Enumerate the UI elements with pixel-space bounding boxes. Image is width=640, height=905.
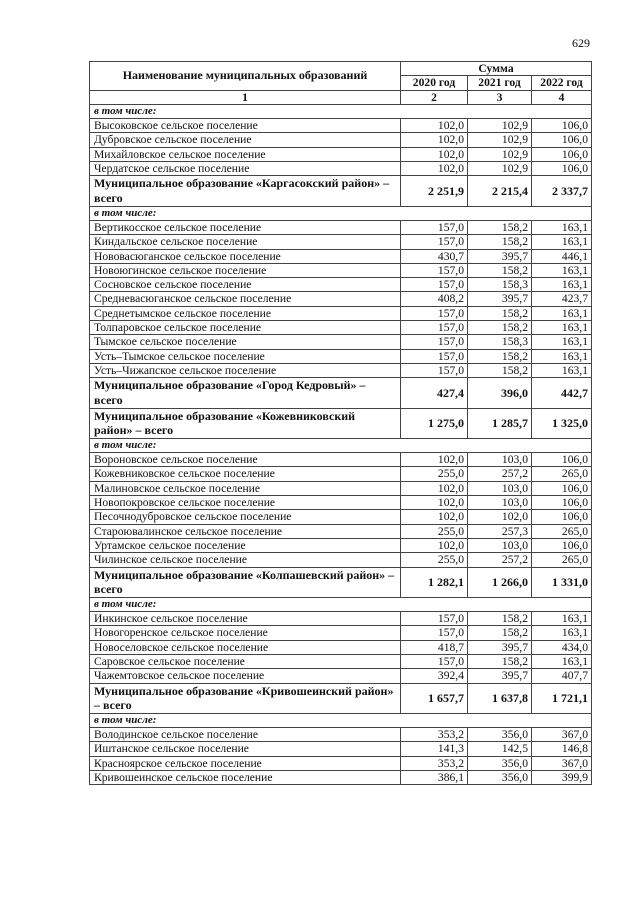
subheading-row xyxy=(90,713,592,727)
table-row xyxy=(90,363,592,377)
municipality-name: Чердатское сельское поселение xyxy=(90,162,401,176)
column-header-name: Наименование муниципальных образований xyxy=(90,62,401,91)
value-2021: 102,9 xyxy=(468,162,532,176)
value-2021: 158,2 xyxy=(468,612,532,626)
value-2020: 408,2 xyxy=(401,292,468,306)
value-2022: 265,0 xyxy=(532,553,592,567)
table-row xyxy=(90,119,592,133)
value-2020: 157,0 xyxy=(401,626,468,640)
table-row xyxy=(90,728,592,742)
value-2020: 427,4 xyxy=(401,378,468,408)
value-2021: 356,0 xyxy=(468,728,532,742)
value-2022: 446,1 xyxy=(532,249,592,263)
municipality-name: Тымское сельское поселение xyxy=(90,335,401,349)
value-2021: 158,3 xyxy=(468,335,532,349)
value-2021: 158,2 xyxy=(468,626,532,640)
table-row xyxy=(90,654,592,668)
value-2022: 442,7 xyxy=(532,378,592,408)
municipality-name: Михайловское сельское поселение xyxy=(90,147,401,161)
value-2020: 157,0 xyxy=(401,220,468,234)
page-number: 629 xyxy=(572,36,590,50)
value-2022: 265,0 xyxy=(532,467,592,481)
value-2021: 103,0 xyxy=(468,481,532,495)
value-2022: 163,1 xyxy=(532,654,592,668)
value-2022: 163,1 xyxy=(532,612,592,626)
value-2020: 102,0 xyxy=(401,510,468,524)
value-2021: 395,7 xyxy=(468,669,532,683)
municipality-name: Киндальское сельское поселение xyxy=(90,235,401,249)
value-2022: 367,0 xyxy=(532,728,592,742)
table-row xyxy=(90,292,592,306)
value-2021: 356,0 xyxy=(468,771,532,785)
municipality-name: Усть–Чижапское сельское поселение xyxy=(90,363,401,377)
value-2020: 157,0 xyxy=(401,321,468,335)
value-2020: 1 275,0 xyxy=(401,408,468,438)
value-2021: 102,0 xyxy=(468,510,532,524)
value-2022: 106,0 xyxy=(532,133,592,147)
table-row xyxy=(90,481,592,495)
value-2020: 102,0 xyxy=(401,481,468,495)
table-row xyxy=(90,524,592,538)
table-row xyxy=(90,669,592,683)
value-2022: 163,1 xyxy=(532,321,592,335)
value-2022: 423,7 xyxy=(532,292,592,306)
municipality-name: Новоселовское сельское поселение xyxy=(90,640,401,654)
table-row xyxy=(90,133,592,147)
municipality-name: Муниципальное образование «Кожевниковский район» – всего xyxy=(90,408,401,438)
municipality-name: Средневасюганское сельское поселение xyxy=(90,292,401,306)
value-2020: 392,4 xyxy=(401,669,468,683)
value-2022: 434,0 xyxy=(532,640,592,654)
value-2020: 157,0 xyxy=(401,654,468,668)
subheading-label: в том числе: xyxy=(90,104,592,118)
municipality-name: Муниципальное образование «Колпашевский район» – всего xyxy=(90,567,401,597)
value-2021: 103,0 xyxy=(468,538,532,552)
value-2022: 106,0 xyxy=(532,453,592,467)
table-row xyxy=(90,612,592,626)
value-2022: 367,0 xyxy=(532,756,592,770)
value-2020: 157,0 xyxy=(401,335,468,349)
municipality-name: Кожевниковское сельское поселение xyxy=(90,467,401,481)
subheading-label: в том числе: xyxy=(90,713,592,727)
total-row xyxy=(90,408,592,438)
municipality-name: Инкинское сельское поселение xyxy=(90,612,401,626)
value-2021: 396,0 xyxy=(468,378,532,408)
value-2022: 106,0 xyxy=(532,162,592,176)
value-2022: 163,1 xyxy=(532,626,592,640)
value-2020: 353,2 xyxy=(401,728,468,742)
value-2021: 1 266,0 xyxy=(468,567,532,597)
value-2022: 146,8 xyxy=(532,742,592,756)
subheading-label: в том числе: xyxy=(90,206,592,220)
value-2020: 157,0 xyxy=(401,278,468,292)
table-body xyxy=(90,104,592,784)
municipality-name: Чажемтовское сельское поселение xyxy=(90,669,401,683)
value-2022: 106,0 xyxy=(532,481,592,495)
value-2020: 102,0 xyxy=(401,453,468,467)
value-2022: 106,0 xyxy=(532,496,592,510)
value-2021: 2 215,4 xyxy=(468,176,532,206)
value-2021: 257,2 xyxy=(468,553,532,567)
total-row xyxy=(90,176,592,206)
value-2022: 163,1 xyxy=(532,306,592,320)
value-2022: 106,0 xyxy=(532,119,592,133)
municipality-name: Староювалинское сельское поселение xyxy=(90,524,401,538)
municipality-name: Уртамское сельское поселение xyxy=(90,538,401,552)
table-row xyxy=(90,321,592,335)
municipality-name: Усть–Тымское сельское поселение xyxy=(90,349,401,363)
value-2021: 102,9 xyxy=(468,119,532,133)
value-2022: 265,0 xyxy=(532,524,592,538)
value-2022: 163,1 xyxy=(532,235,592,249)
table-row xyxy=(90,640,592,654)
total-row xyxy=(90,567,592,597)
value-2022: 399,9 xyxy=(532,771,592,785)
table-row xyxy=(90,626,592,640)
value-2020: 102,0 xyxy=(401,133,468,147)
value-2020: 255,0 xyxy=(401,467,468,481)
municipality-name: Нововасюганское сельское поселение xyxy=(90,249,401,263)
municipality-name: Среднетымское сельское поселение xyxy=(90,306,401,320)
value-2021: 158,3 xyxy=(468,278,532,292)
table-row xyxy=(90,510,592,524)
column-header-sum: Сумма xyxy=(401,62,592,76)
table-row xyxy=(90,349,592,363)
table-row xyxy=(90,147,592,161)
value-2020: 141,3 xyxy=(401,742,468,756)
value-2022: 163,1 xyxy=(532,220,592,234)
value-2021: 257,2 xyxy=(468,467,532,481)
value-2020: 386,1 xyxy=(401,771,468,785)
municipality-name: Высоковское сельское поселение xyxy=(90,119,401,133)
subheading-row xyxy=(90,206,592,220)
value-2021: 1 285,7 xyxy=(468,408,532,438)
value-2020: 157,0 xyxy=(401,306,468,320)
value-2022: 1 331,0 xyxy=(532,567,592,597)
value-2021: 395,7 xyxy=(468,292,532,306)
table-row xyxy=(90,249,592,263)
total-row xyxy=(90,683,592,713)
value-2020: 430,7 xyxy=(401,249,468,263)
value-2022: 407,7 xyxy=(532,669,592,683)
value-2020: 157,0 xyxy=(401,349,468,363)
value-2021: 1 637,8 xyxy=(468,683,532,713)
table-row xyxy=(90,756,592,770)
municipality-name: Вороновское сельское поселение xyxy=(90,453,401,467)
value-2020: 418,7 xyxy=(401,640,468,654)
value-2022: 106,0 xyxy=(532,510,592,524)
column-number: 1 xyxy=(90,90,401,104)
value-2021: 257,3 xyxy=(468,524,532,538)
municipality-name: Саровское сельское поселение xyxy=(90,654,401,668)
municipality-name: Красноярское сельское поселение xyxy=(90,756,401,770)
value-2021: 102,9 xyxy=(468,147,532,161)
value-2020: 157,0 xyxy=(401,263,468,277)
column-header-2021: 2021 год xyxy=(468,76,532,90)
table-row xyxy=(90,538,592,552)
value-2022: 106,0 xyxy=(532,538,592,552)
value-2020: 255,0 xyxy=(401,553,468,567)
value-2021: 142,5 xyxy=(468,742,532,756)
table-row xyxy=(90,220,592,234)
municipality-name: Муниципальное образование «Каргасокский район» – всего xyxy=(90,176,401,206)
column-number: 4 xyxy=(532,90,592,104)
table-row xyxy=(90,553,592,567)
value-2020: 102,0 xyxy=(401,147,468,161)
value-2022: 163,1 xyxy=(532,263,592,277)
value-2020: 102,0 xyxy=(401,496,468,510)
table-row xyxy=(90,453,592,467)
value-2021: 158,2 xyxy=(468,654,532,668)
municipality-name: Дубровское сельское поселение xyxy=(90,133,401,147)
municipality-name: Толпаровское сельское поселение xyxy=(90,321,401,335)
column-number: 3 xyxy=(468,90,532,104)
municipality-name: Сосновское сельское поселение xyxy=(90,278,401,292)
municipality-name: Песочнодубровское сельское поселение xyxy=(90,510,401,524)
value-2021: 158,2 xyxy=(468,349,532,363)
table-row xyxy=(90,335,592,349)
subheading-row xyxy=(90,104,592,118)
value-2022: 163,1 xyxy=(532,335,592,349)
value-2021: 103,0 xyxy=(468,453,532,467)
value-2022: 163,1 xyxy=(532,349,592,363)
municipality-name: Муниципальное образование «Кривошеинский район» – всего xyxy=(90,683,401,713)
subheading-row xyxy=(90,438,592,452)
value-2020: 2 251,9 xyxy=(401,176,468,206)
table-row xyxy=(90,162,592,176)
table-row xyxy=(90,467,592,481)
value-2020: 1 282,1 xyxy=(401,567,468,597)
value-2020: 102,0 xyxy=(401,162,468,176)
table-row xyxy=(90,235,592,249)
value-2021: 395,7 xyxy=(468,249,532,263)
value-2020: 353,2 xyxy=(401,756,468,770)
value-2020: 255,0 xyxy=(401,524,468,538)
table-row xyxy=(90,771,592,785)
municipality-name: Муниципальное образование «Город Кедровый» – всего xyxy=(90,378,401,408)
municipality-name: Иштанское сельское поселение xyxy=(90,742,401,756)
value-2020: 102,0 xyxy=(401,538,468,552)
column-header-2020: 2020 год xyxy=(401,76,468,90)
value-2020: 157,0 xyxy=(401,612,468,626)
subheading-label: в том числе: xyxy=(90,438,592,452)
table-row xyxy=(90,278,592,292)
value-2021: 158,2 xyxy=(468,235,532,249)
municipality-name: Новопокровское сельское поселение xyxy=(90,496,401,510)
value-2022: 1 721,1 xyxy=(532,683,592,713)
table-row xyxy=(90,496,592,510)
value-2021: 158,2 xyxy=(468,321,532,335)
value-2021: 103,0 xyxy=(468,496,532,510)
value-2020: 157,0 xyxy=(401,235,468,249)
value-2020: 102,0 xyxy=(401,119,468,133)
municipality-name: Малиновское сельское поселение xyxy=(90,481,401,495)
value-2021: 158,2 xyxy=(468,363,532,377)
value-2022: 2 337,7 xyxy=(532,176,592,206)
subheading-row xyxy=(90,597,592,611)
municipality-name: Новогоренское сельское поселение xyxy=(90,626,401,640)
value-2022: 163,1 xyxy=(532,278,592,292)
value-2021: 158,2 xyxy=(468,306,532,320)
budget-table xyxy=(89,61,592,785)
value-2020: 1 657,7 xyxy=(401,683,468,713)
column-header-2022: 2022 год xyxy=(532,76,592,90)
subheading-label: в том числе: xyxy=(90,597,592,611)
table-row xyxy=(90,742,592,756)
municipality-name: Володинское сельское поселение xyxy=(90,728,401,742)
total-row xyxy=(90,378,592,408)
value-2022: 106,0 xyxy=(532,147,592,161)
table-row xyxy=(90,306,592,320)
value-2020: 157,0 xyxy=(401,363,468,377)
municipality-name: Чилинское сельское поселение xyxy=(90,553,401,567)
value-2021: 158,2 xyxy=(468,263,532,277)
municipality-name: Новоюгинское сельское поселение xyxy=(90,263,401,277)
value-2021: 158,2 xyxy=(468,220,532,234)
value-2021: 395,7 xyxy=(468,640,532,654)
value-2021: 102,9 xyxy=(468,133,532,147)
municipality-name: Кривошеинское сельское поселение xyxy=(90,771,401,785)
value-2022: 163,1 xyxy=(532,363,592,377)
municipality-name: Вертикосское сельское поселение xyxy=(90,220,401,234)
value-2021: 356,0 xyxy=(468,756,532,770)
column-number: 2 xyxy=(401,90,468,104)
value-2022: 1 325,0 xyxy=(532,408,592,438)
table-row xyxy=(90,263,592,277)
